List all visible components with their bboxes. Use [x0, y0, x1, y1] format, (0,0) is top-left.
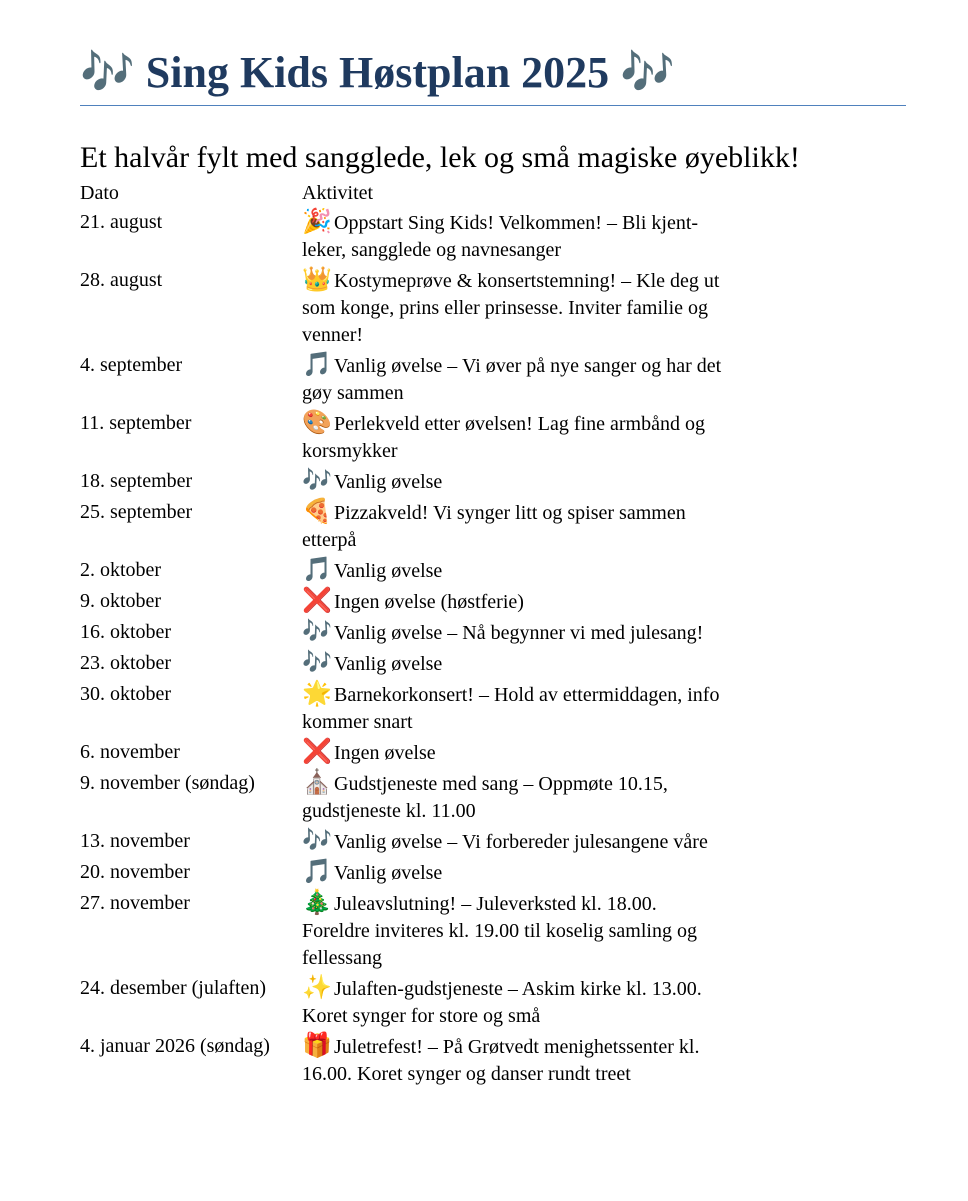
activity-cell	[302, 468, 722, 499]
table-row	[80, 1033, 722, 1091]
schedule-body	[80, 209, 722, 1091]
party-popper-icon: 🎉	[302, 207, 332, 235]
date-cell: 24. desember (julaften)	[80, 977, 267, 999]
table-row	[80, 770, 722, 828]
activity-cell	[302, 619, 722, 650]
music-note-icon: 🎵	[302, 350, 332, 378]
activity-cell	[302, 828, 722, 859]
sparkles-icon: ✨	[302, 973, 332, 1001]
activity-text: Pizzakveld! Vi synger litt og spiser sammen etterpå	[302, 502, 686, 551]
date-cell: 27. november	[80, 892, 190, 914]
activity-text: Vanlig øvelse – Nå begynner vi med julesang!	[334, 622, 704, 644]
activity-text: Ingen øvelse (høstferie)	[334, 591, 524, 613]
date-cell: 9. november (søndag)	[80, 772, 255, 794]
activity-cell	[302, 588, 722, 619]
date-cell: 18. september	[80, 470, 193, 492]
activity-text: Kostymeprøve & konsertstemning! – Kle deg ut som konge, prins eller prinsesse. Inviter familie og venner!	[302, 270, 720, 346]
activity-text: Oppstart Sing Kids! Velkommen! – Bli kjent-leker, sangglede og navnesanger	[302, 212, 699, 261]
activity-text: Vanlig øvelse	[334, 653, 443, 675]
music-notes-icon: 🎶	[302, 617, 332, 645]
music-notes-icon: 🎶	[302, 826, 332, 854]
table-row	[80, 410, 722, 468]
table-row	[80, 650, 722, 681]
christmas-tree-icon: 🎄	[302, 888, 332, 916]
activity-text: Juleavslutning! – Juleverksted kl. 18.00. Foreldre inviteres kl. 19.00 til koselig samling og fellessang	[302, 893, 697, 969]
activity-cell	[302, 499, 722, 557]
date-cell: 23. oktober	[80, 652, 172, 674]
table-row	[80, 588, 722, 619]
activity-cell	[302, 352, 722, 410]
activity-cell	[302, 557, 722, 588]
column-header-date: Dato	[80, 182, 119, 204]
table-row	[80, 681, 722, 739]
column-header-activity: Aktivitet	[302, 182, 374, 204]
cross-mark-icon: ❌	[302, 737, 332, 765]
document-page	[80, 44, 906, 1085]
activity-cell	[302, 975, 722, 1033]
date-cell: 30. oktober	[80, 683, 172, 705]
table-row	[80, 468, 722, 499]
table-row	[80, 352, 722, 410]
music-notes-icon: 🎶	[302, 648, 332, 676]
activity-text: Vanlig øvelse	[334, 471, 443, 493]
activity-cell	[302, 267, 722, 352]
date-cell: 11. september	[80, 412, 192, 434]
activity-cell	[302, 890, 722, 975]
gift-icon: 🎁	[302, 1031, 332, 1059]
table-row	[80, 557, 722, 588]
activity-cell	[302, 739, 722, 770]
date-cell: 4. januar 2026 (søndag)	[80, 1035, 270, 1057]
activity-cell	[302, 410, 722, 468]
page-title: 🎶 Sing Kids Høstplan 2025 🎶	[80, 44, 906, 106]
church-icon: ⛪	[302, 768, 332, 796]
table-row	[80, 828, 722, 859]
activity-text: Barnekorkonsert! – Hold av ettermiddagen, info kommer snart	[302, 684, 720, 733]
activity-text: Vanlig øvelse	[334, 560, 443, 582]
table-row	[80, 890, 722, 975]
table-row	[80, 975, 722, 1033]
activity-cell	[302, 209, 722, 267]
activity-text: Gudstjeneste med sang – Oppmøte 10.15, gudstjeneste kl. 11.00	[302, 773, 668, 822]
schedule-table	[80, 180, 722, 1091]
activity-text: Vanlig øvelse – Vi øver på nye sanger og har det gøy sammen	[302, 355, 722, 404]
music-note-icon: 🎵	[302, 555, 332, 583]
table-row	[80, 739, 722, 770]
glowing-star-icon: 🌟	[302, 679, 332, 707]
date-cell: 4. september	[80, 354, 183, 376]
activity-cell	[302, 681, 722, 739]
date-cell: 9. oktober	[80, 590, 162, 612]
activity-text: Vanlig øvelse – Vi forbereder julesangene våre	[334, 831, 708, 853]
activity-text: Julaften-gudstjeneste – Askim kirke kl. 13.00. Koret synger for store og små	[302, 978, 702, 1027]
activity-text: Juletrefest! – På Grøtvedt menighetssenter kl. 16.00. Koret synger og danser rundt treet	[302, 1036, 700, 1085]
activity-cell	[302, 770, 722, 828]
pizza-icon: 🍕	[302, 497, 332, 525]
table-row	[80, 209, 722, 267]
activity-text: Ingen øvelse	[334, 742, 436, 764]
activity-cell	[302, 1033, 722, 1091]
activity-cell	[302, 859, 722, 890]
date-cell: 25. september	[80, 501, 193, 523]
page-subtitle: Et halvår fylt med sangglede, lek og små magiske øyeblikk!	[80, 141, 800, 174]
table-row	[80, 859, 722, 890]
cross-mark-icon: ❌	[302, 586, 332, 614]
crown-icon: 👑	[302, 265, 332, 293]
date-cell: 21. august	[80, 211, 163, 233]
palette-icon: 🎨	[302, 408, 332, 436]
activity-cell	[302, 650, 722, 681]
table-row	[80, 619, 722, 650]
date-cell: 13. november	[80, 830, 190, 852]
date-cell: 20. november	[80, 861, 190, 883]
activity-text: Vanlig øvelse	[334, 862, 443, 884]
table-row	[80, 267, 722, 352]
activity-text: Perlekveld etter øvelsen! Lag fine armbånd og korsmykker	[302, 413, 705, 462]
table-header-row	[80, 180, 722, 209]
date-cell: 6. november	[80, 741, 180, 763]
date-cell: 28. august	[80, 269, 163, 291]
date-cell: 2. oktober	[80, 559, 162, 581]
date-cell: 16. oktober	[80, 621, 172, 643]
music-notes-icon: 🎶	[302, 466, 332, 494]
music-note-icon: 🎵	[302, 857, 332, 885]
table-row	[80, 499, 722, 557]
